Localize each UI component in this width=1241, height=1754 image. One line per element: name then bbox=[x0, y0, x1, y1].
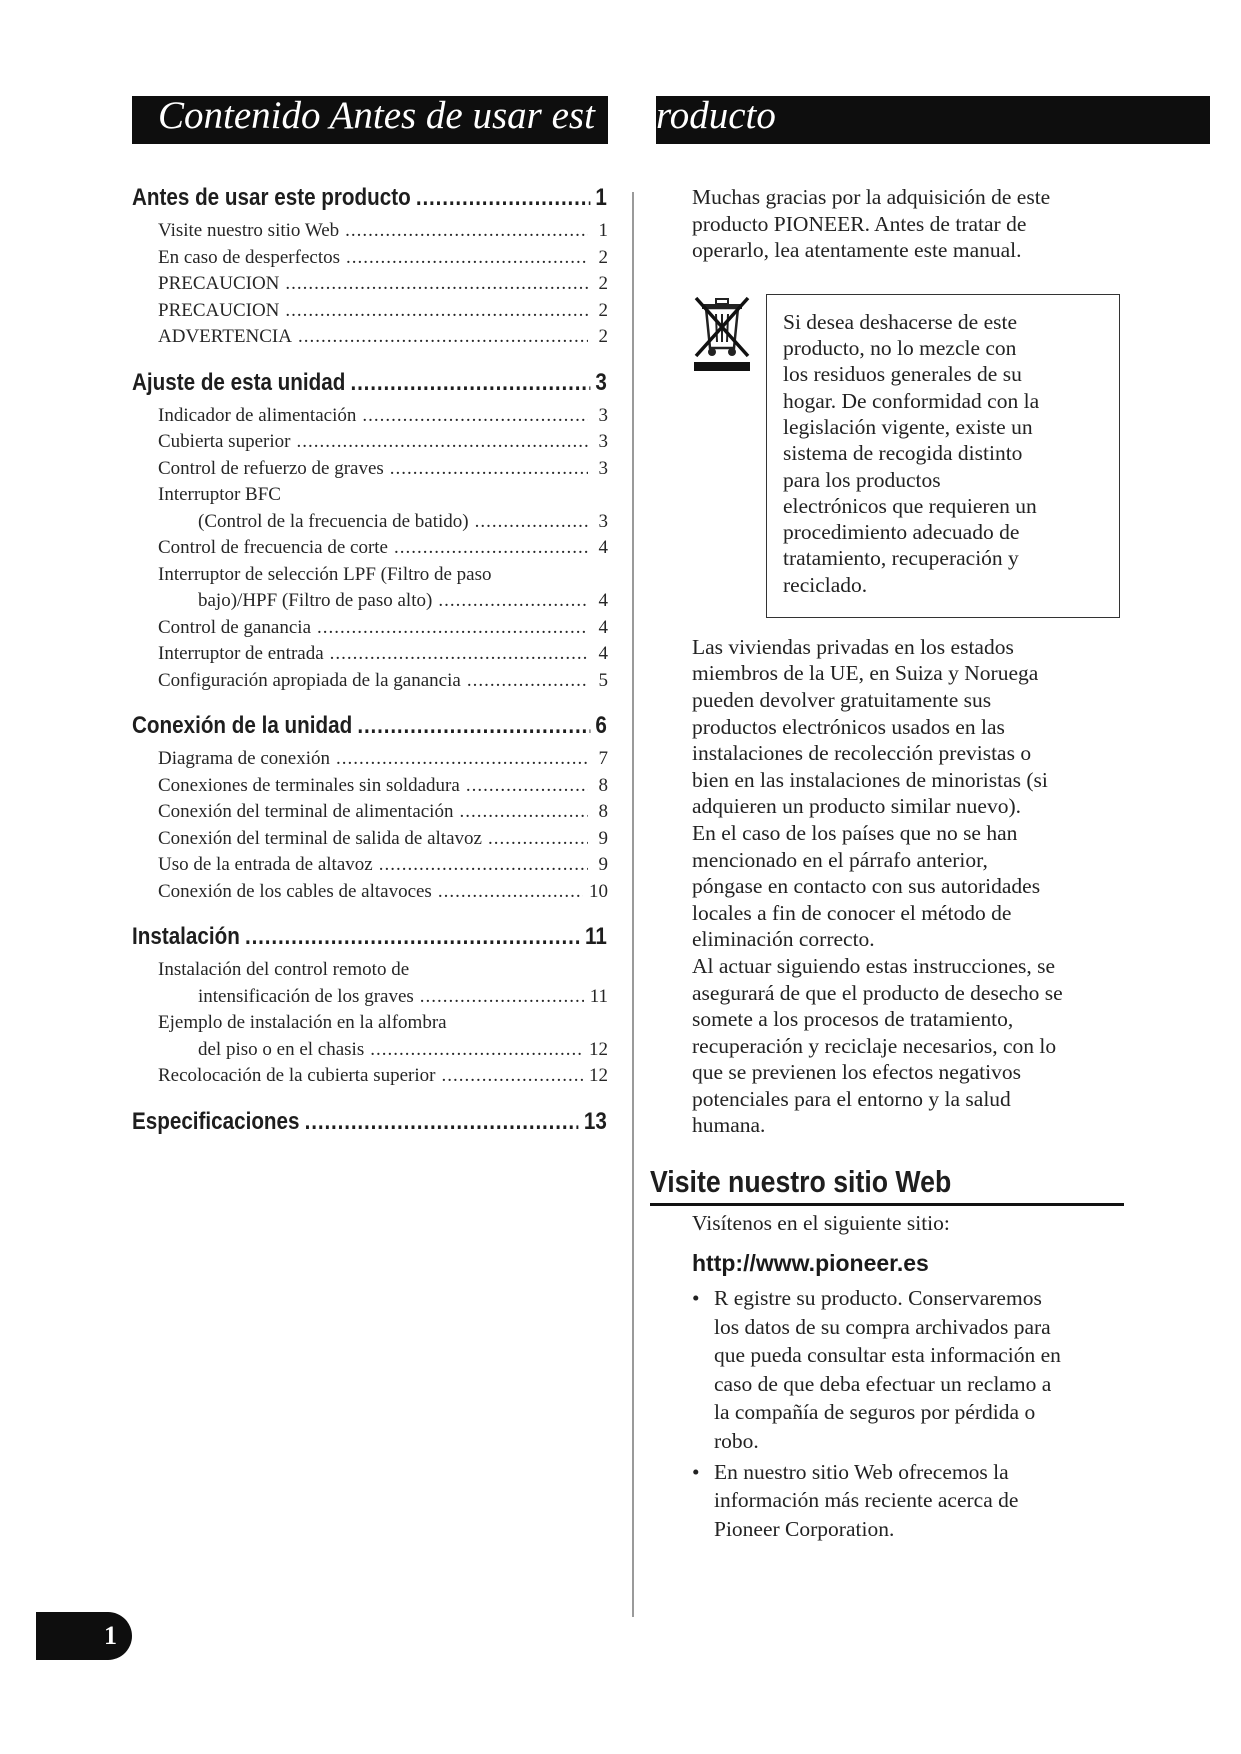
toc-entry bbox=[158, 271, 608, 298]
toc-entry-page: 2 bbox=[598, 326, 608, 347]
toc-section-page: 11 bbox=[585, 923, 607, 950]
right-column bbox=[692, 184, 1132, 1139]
toc-entry bbox=[158, 668, 608, 695]
website-intro: Visítenos en el siguiente sitio: bbox=[692, 1211, 950, 1235]
disposal-paragraph bbox=[692, 634, 1132, 1139]
body-line: instalaciones de recolección previstas o bbox=[692, 741, 1032, 766]
toc-entry-list bbox=[158, 746, 608, 905]
toc-entry-label: Control de ganancia bbox=[158, 616, 312, 638]
toc-entry-page: 9 bbox=[598, 827, 608, 849]
bullet-line: En nuestro sitio Web ofrecemos la bbox=[714, 1459, 1009, 1484]
notice-line: para los productos bbox=[783, 467, 941, 492]
toc-entry-row bbox=[158, 746, 608, 773]
crossed-out-wheelie-bin-icon bbox=[692, 294, 752, 374]
toc-entry-label: Cubierta superior bbox=[158, 431, 291, 452]
toc-leader-dots bbox=[370, 1037, 583, 1063]
toc-entry bbox=[158, 298, 608, 325]
toc-leader-dots bbox=[357, 712, 590, 740]
toc-leader-dots bbox=[317, 615, 588, 641]
website-link[interactable]: http://www.pioneer.es bbox=[692, 1250, 929, 1276]
toc-section-page: 3 bbox=[595, 368, 607, 396]
toc-entry-page: 10 bbox=[589, 880, 608, 902]
toc-entry-page: 1 bbox=[598, 220, 608, 241]
toc-section-page: 13 bbox=[583, 1107, 607, 1135]
body-line: Las viviendas privadas en los estados bbox=[692, 634, 1014, 659]
toc-entry-row bbox=[158, 1037, 608, 1064]
notice-line: legislación vigente, existe un bbox=[783, 414, 1033, 439]
toc-leader-dots bbox=[466, 773, 588, 799]
toc-section bbox=[132, 1090, 608, 1142]
toc-entry-page: 12 bbox=[589, 1038, 608, 1060]
toc-entry-label: Conexiones de terminales sin soldadura bbox=[158, 774, 460, 796]
toc-leader-dots bbox=[438, 879, 583, 905]
bullet-line: Pioneer Corporation. bbox=[714, 1516, 895, 1541]
toc-entry-row bbox=[158, 245, 608, 272]
toc-section bbox=[132, 351, 608, 695]
toc-section-title: Instalación bbox=[132, 923, 240, 950]
toc-entry-label: Recolocación de la cubierta superior bbox=[158, 1065, 436, 1086]
toc-leader-dots bbox=[475, 509, 588, 535]
toc-entry bbox=[158, 826, 608, 853]
notice-line: Si desea deshacerse de este bbox=[783, 309, 1018, 334]
toc-entry bbox=[158, 852, 608, 879]
toc-entry bbox=[158, 1010, 608, 1063]
bullet-item bbox=[692, 1459, 1142, 1545]
toc-entry bbox=[158, 218, 608, 245]
toc-entry-label: Diagrama de conexión bbox=[158, 748, 330, 769]
toc-entry-page: 12 bbox=[589, 1065, 608, 1086]
body-line: bien en las instalaciones de minoristas (si bbox=[692, 767, 1048, 792]
toc-leader-dots bbox=[438, 588, 588, 614]
toc-leader-dots bbox=[394, 535, 588, 561]
toc-entry-page: 4 bbox=[598, 643, 608, 664]
toc-entry bbox=[158, 879, 608, 906]
toc-entry bbox=[158, 245, 608, 272]
body-line: pueden devolver gratuitamente sus bbox=[692, 687, 992, 712]
notice-line: electrónicos que requieren un bbox=[783, 493, 1037, 518]
toc-leader-dots bbox=[442, 1063, 584, 1089]
toc-entry-page: 4 bbox=[598, 537, 608, 558]
toc-entry-page: 4 bbox=[598, 590, 608, 611]
bullet-line: que pueda consultar esta información en bbox=[714, 1343, 1061, 1368]
toc-entry-list bbox=[158, 218, 608, 351]
bullet-line: R egistre su producto. Conservaremos bbox=[714, 1286, 1042, 1310]
toc-entry-row bbox=[158, 641, 608, 668]
section-rule bbox=[650, 1203, 1124, 1206]
toc-entry-row bbox=[158, 429, 608, 456]
bullet-item bbox=[692, 1285, 1142, 1457]
table-of-contents bbox=[132, 184, 608, 1142]
toc-entry-label: Conexión del terminal de salida de altavoz bbox=[158, 827, 482, 849]
toc-leader-dots bbox=[346, 245, 588, 271]
toc-entry-row bbox=[158, 668, 608, 695]
toc-entry-row bbox=[158, 403, 608, 430]
toc-entry bbox=[158, 1063, 608, 1090]
toc-entry-page: 5 bbox=[598, 669, 608, 691]
column-divider bbox=[632, 192, 634, 1617]
toc-section-title: Antes de usar este producto bbox=[132, 184, 411, 211]
bullet-dot: • bbox=[692, 1459, 700, 1484]
toc-entry bbox=[158, 456, 608, 483]
notice-line: producto, no lo mezcle con bbox=[783, 336, 1017, 361]
toc-section-title: Especificaciones bbox=[132, 1107, 300, 1135]
toc-entry-page: 8 bbox=[598, 774, 608, 796]
toc-entry-page: 2 bbox=[598, 299, 608, 321]
disposal-notice bbox=[692, 294, 1132, 634]
toc-leader-dots bbox=[245, 923, 580, 951]
intro-line: producto PIONEER. Antes de tratar de bbox=[692, 211, 1027, 236]
toc-entry-label: del piso o en el chasis bbox=[198, 1038, 365, 1060]
toc-entry-row bbox=[158, 535, 608, 562]
toc-entry bbox=[158, 482, 608, 535]
toc-entry-label-line1: Ejemplo de instalación en la alfombra bbox=[158, 1012, 447, 1033]
toc-entry-row bbox=[158, 615, 608, 642]
body-line: productos electrónicos usados en las bbox=[692, 714, 1005, 739]
toc-entry-page: 3 bbox=[598, 510, 608, 532]
toc-section-heading bbox=[132, 369, 607, 403]
toc-leader-dots bbox=[296, 429, 588, 455]
toc-entry-label: PRECAUCION bbox=[158, 299, 280, 321]
toc-entry-label-line1: Instalación del control remoto de bbox=[158, 959, 410, 980]
toc-entry-row bbox=[158, 879, 608, 906]
toc-entry-label: Control de frecuencia de corte bbox=[158, 537, 388, 558]
toc-entry-label: Indicador de alimentación bbox=[158, 404, 357, 426]
toc-leader-dots bbox=[285, 271, 588, 297]
toc-leader-dots bbox=[298, 324, 588, 350]
body-line: En el caso de los países que no se han bbox=[692, 820, 1018, 845]
toc-entry-row bbox=[158, 852, 608, 879]
bullet-line: caso de que deba efectuar un reclamo a bbox=[714, 1371, 1052, 1396]
bullet-line: los datos de su compra archivados para bbox=[714, 1314, 1051, 1339]
toc-entry-page: 3 bbox=[598, 404, 608, 426]
page-title: Contenido Antes de usar est bbox=[158, 94, 595, 137]
toc-section-title: Conexión de la unidad bbox=[132, 712, 353, 739]
page-number: 1 bbox=[104, 1621, 117, 1650]
toc-entry-label: Control de refuerzo de graves bbox=[158, 457, 384, 479]
toc-section-page: 6 bbox=[595, 712, 607, 739]
toc-leader-dots bbox=[345, 218, 588, 244]
toc-entry-label: Conexión del terminal de alimentación bbox=[158, 801, 454, 822]
toc-entry-row bbox=[158, 271, 608, 298]
body-line: Al actuar siguiendo estas instrucciones, se bbox=[692, 953, 1056, 978]
notice-line: los residuos generales de su bbox=[783, 362, 1022, 387]
toc-entry-row bbox=[158, 218, 608, 245]
toc-entry bbox=[158, 746, 608, 773]
notice-line: sistema de recogida distinto bbox=[783, 441, 1023, 466]
intro-paragraph bbox=[692, 184, 1132, 264]
toc-entry-page: 7 bbox=[598, 748, 608, 769]
website-bullets bbox=[692, 1285, 1142, 1544]
page-title-right: roducto bbox=[656, 94, 776, 137]
notice-line: hogar. De conformidad con la bbox=[783, 388, 1040, 413]
toc-section-heading bbox=[132, 184, 607, 218]
toc-entry-row bbox=[158, 799, 608, 826]
toc-entry bbox=[158, 535, 608, 562]
toc-entry-list bbox=[158, 957, 608, 1090]
toc-entry-row bbox=[158, 826, 608, 853]
toc-leader-dots bbox=[390, 456, 588, 482]
toc-leader-dots bbox=[488, 826, 588, 852]
toc-entry-page: 2 bbox=[598, 273, 608, 294]
toc-entry-label: intensificación de los graves bbox=[198, 985, 414, 1007]
toc-section-heading bbox=[132, 923, 607, 957]
toc-entry bbox=[158, 429, 608, 456]
toc-entry bbox=[158, 324, 608, 351]
toc-entry-label: Conexión de los cables de altavoces bbox=[158, 880, 432, 902]
toc-entry-label: bajo)/HPF (Filtro de paso alto) bbox=[198, 590, 433, 611]
toc-entry-row bbox=[158, 588, 608, 615]
toc-entry bbox=[158, 773, 608, 800]
toc-entry-page: 3 bbox=[598, 431, 608, 452]
toc-entry-label: En caso de desperfectos bbox=[158, 246, 341, 268]
toc-entry-label: Interruptor de entrada bbox=[158, 643, 324, 664]
body-line: humana. bbox=[692, 1113, 766, 1138]
toc-entry bbox=[158, 799, 608, 826]
notice-line: reciclado. bbox=[783, 572, 868, 597]
toc-entry-label: (Control de la frecuencia de batido) bbox=[198, 510, 469, 532]
toc-section-gap bbox=[132, 351, 608, 369]
toc-entry bbox=[158, 641, 608, 668]
toc-leader-dots bbox=[459, 799, 588, 825]
toc-entry bbox=[158, 957, 608, 1010]
toc-entry-row bbox=[158, 456, 608, 483]
toc-section-gap bbox=[132, 905, 608, 923]
toc-entry-row bbox=[158, 509, 608, 536]
toc-entry-label: ADVERTENCIA bbox=[158, 326, 292, 347]
body-line: potenciales para el entorno y la salud bbox=[692, 1086, 1011, 1111]
toc-entry bbox=[158, 403, 608, 430]
toc-section-heading bbox=[132, 1108, 607, 1142]
toc-leader-dots bbox=[416, 184, 590, 212]
toc-entry-page: 9 bbox=[598, 854, 608, 875]
toc-leader-dots bbox=[285, 298, 588, 324]
toc-leader-dots bbox=[467, 668, 588, 694]
intro-line: operarlo, lea atentamente este manual. bbox=[692, 238, 1022, 263]
toc-section-page: 1 bbox=[595, 184, 607, 211]
body-line: que se previenen los efectos negativos bbox=[692, 1060, 1021, 1085]
body-line: póngase en contacto con sus autoridades bbox=[692, 874, 1041, 899]
body-line: eliminación correcto. bbox=[692, 927, 875, 952]
website-section bbox=[692, 1210, 1142, 1544]
section-title-website: Visite nuestro sitio Web bbox=[650, 1164, 952, 1199]
toc-leader-dots bbox=[305, 1108, 579, 1136]
toc-section bbox=[132, 905, 608, 1090]
body-line: somete a los procesos de tratamiento, bbox=[692, 1007, 1014, 1032]
toc-leader-dots bbox=[420, 984, 584, 1010]
toc-section-title: Ajuste de esta unidad bbox=[132, 368, 346, 396]
body-line: miembros de la UE, en Suiza y Noruega bbox=[692, 661, 1039, 686]
notice-line: tratamiento, recuperación y bbox=[783, 546, 1019, 571]
toc-entry-row bbox=[158, 984, 608, 1011]
bullet-line: la compañía de seguros por pérdida o bbox=[714, 1400, 1036, 1425]
toc-entry-label-line1: Interruptor de selección LPF (Filtro de paso bbox=[158, 563, 492, 585]
toc-section bbox=[132, 184, 608, 351]
toc-section-gap bbox=[132, 1090, 608, 1108]
toc-entry-page: 4 bbox=[598, 616, 608, 638]
toc-entry-row bbox=[158, 773, 608, 800]
toc-entry-row bbox=[158, 298, 608, 325]
toc-entry-page: 11 bbox=[589, 985, 608, 1007]
toc-leader-dots bbox=[330, 641, 588, 667]
toc-leader-dots bbox=[379, 852, 588, 878]
toc-entry-label: Uso de la entrada de altavoz bbox=[158, 854, 373, 875]
toc-entry-label: Visite nuestro sitio Web bbox=[158, 220, 340, 241]
bullet-dot: • bbox=[692, 1286, 700, 1310]
page-number-tab bbox=[36, 1612, 132, 1660]
toc-entry bbox=[158, 615, 608, 642]
body-line: recuperación y reciclaje necesarios, con lo bbox=[692, 1033, 1057, 1058]
toc-entry-row bbox=[158, 1063, 608, 1090]
bullet-line: información más reciente acerca de bbox=[714, 1488, 1019, 1513]
toc-section bbox=[132, 694, 608, 905]
body-line: asegurará de que el producto de desecho se bbox=[692, 980, 1063, 1005]
toc-entry-page: 8 bbox=[598, 801, 608, 822]
toc-leader-dots bbox=[336, 746, 588, 772]
toc-section-gap bbox=[132, 694, 608, 712]
notice-line: procedimiento adecuado de bbox=[783, 520, 1020, 545]
toc-entry-page: 2 bbox=[598, 246, 608, 268]
body-line: adquieren un producto similar nuevo). bbox=[692, 794, 1021, 819]
bullet-text bbox=[714, 1285, 1142, 1457]
toc-leader-dots bbox=[362, 403, 588, 429]
toc-section-heading bbox=[132, 712, 607, 746]
intro-line: Muchas gracias por la adquisición de este bbox=[692, 185, 1051, 209]
toc-entry-label: PRECAUCION bbox=[158, 273, 280, 294]
header-gap bbox=[608, 92, 656, 148]
toc-entry-label: Configuración apropiada de la ganancia bbox=[158, 669, 461, 691]
notice-box bbox=[766, 294, 1120, 618]
bullet-text bbox=[714, 1459, 1142, 1545]
toc-entry-list bbox=[158, 403, 608, 695]
toc-entry bbox=[158, 562, 608, 615]
bullet-line: robo. bbox=[714, 1428, 759, 1453]
toc-entry-label-line1: Interruptor BFC bbox=[158, 484, 281, 505]
toc-entry-page: 3 bbox=[598, 457, 608, 479]
toc-leader-dots bbox=[350, 369, 590, 397]
toc-entry-row bbox=[158, 324, 608, 351]
body-line: mencionado en el párrafo anterior, bbox=[692, 847, 988, 872]
body-line: locales a fin de conocer el método de bbox=[692, 900, 1012, 925]
